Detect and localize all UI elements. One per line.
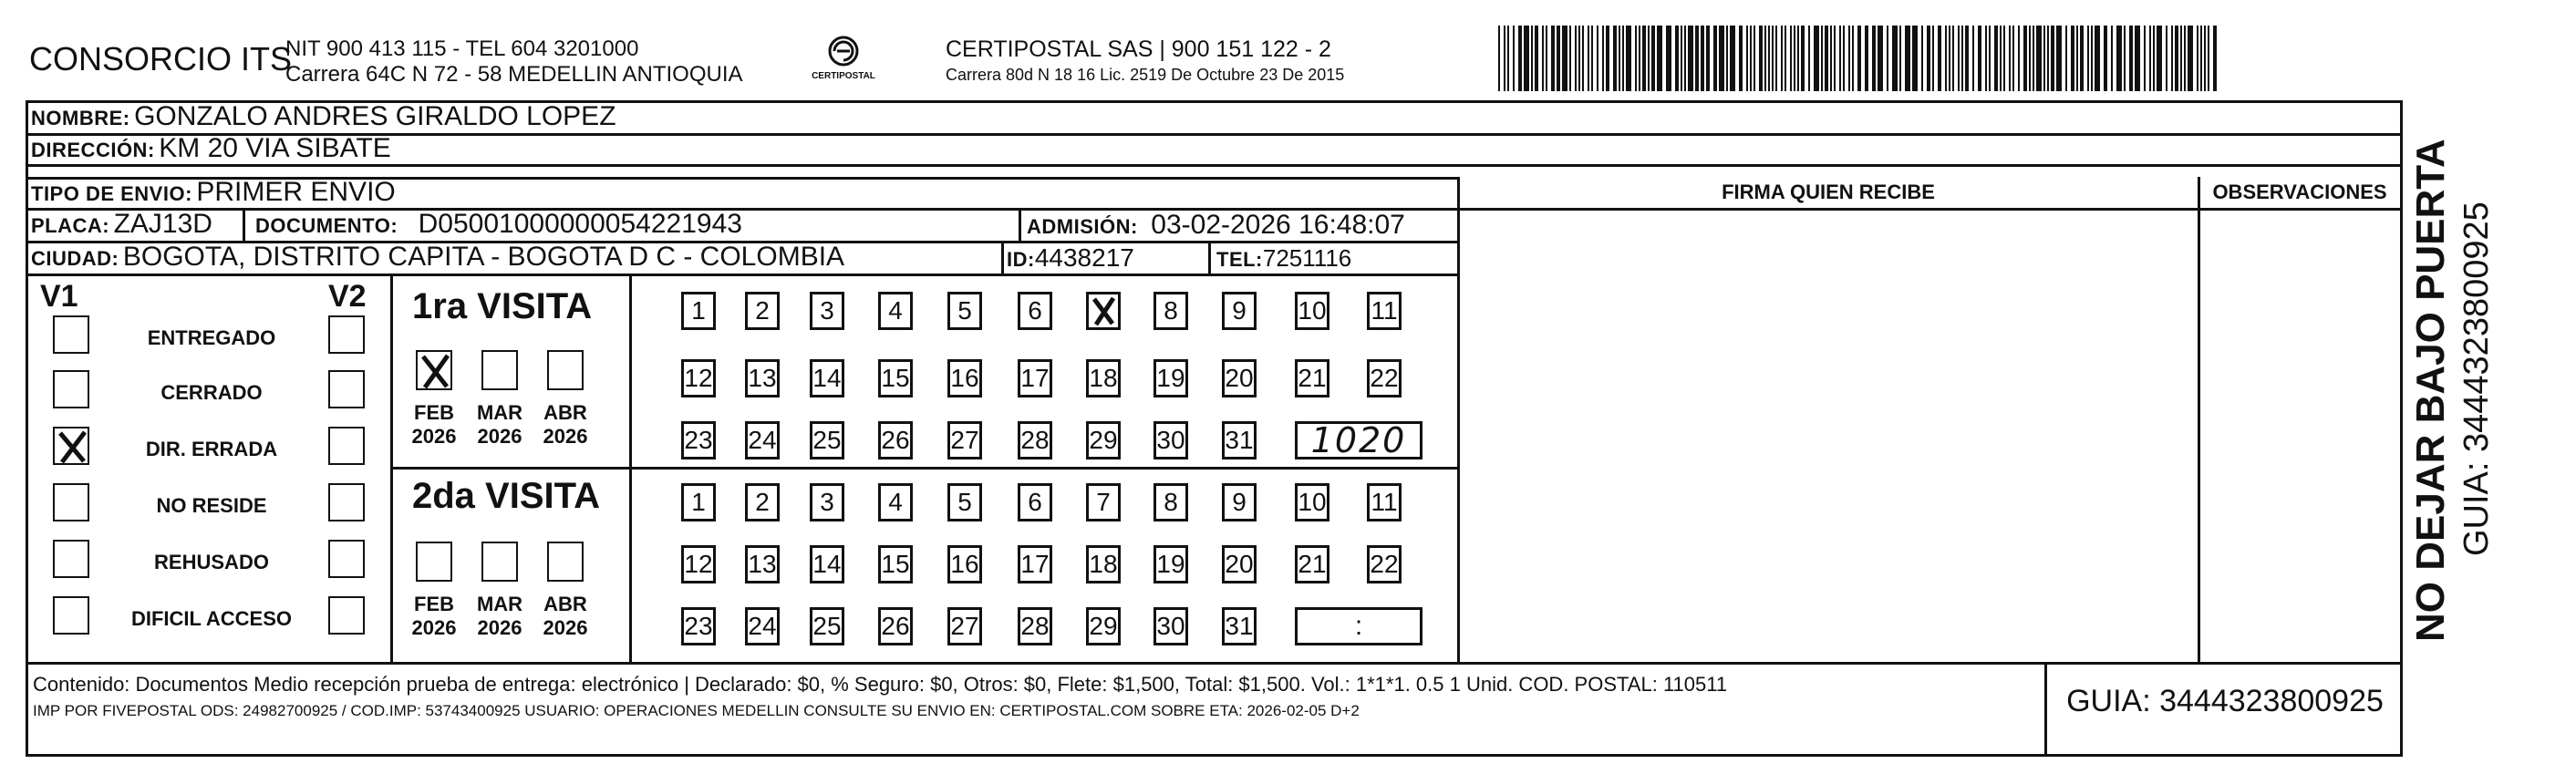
direccion-row — [31, 133, 391, 164]
day-number: 20 — [1225, 364, 1254, 392]
tipo-value: PRIMER ENVIO — [196, 177, 396, 207]
day-number: 27 — [950, 426, 979, 454]
v1-checkbox[interactable] — [53, 427, 89, 465]
day-box[interactable] — [1086, 483, 1121, 521]
day-box[interactable] — [1295, 483, 1329, 521]
day-box[interactable] — [745, 607, 780, 645]
day-number: 19 — [1156, 550, 1185, 578]
day-number: 30 — [1156, 426, 1185, 454]
month-checkbox[interactable] — [416, 350, 452, 390]
month-year: 2026 — [543, 616, 588, 639]
day-box[interactable] — [681, 359, 716, 397]
month-checkbox[interactable] — [481, 542, 518, 582]
month-name: MAR — [476, 401, 523, 424]
day-box[interactable] — [947, 421, 982, 459]
day-number: 17 — [1020, 550, 1050, 578]
month-name: ABR — [543, 593, 587, 615]
tipo-label: TIPO DE ENVIO: — [31, 182, 192, 205]
day-box[interactable] — [1367, 292, 1402, 330]
ciudad-value: BOGOTA, DISTRITO CAPITA - BOGOTA D C - COLOMBIA — [122, 242, 845, 272]
day-number: 3 — [820, 488, 834, 516]
day-box[interactable] — [745, 421, 780, 459]
admision-label: ADMISIÓN: — [1027, 215, 1138, 238]
ciudad-row — [31, 241, 844, 274]
day-number: 4 — [888, 488, 903, 516]
day-number: 11 — [1371, 296, 1398, 325]
day-box[interactable] — [1018, 545, 1052, 583]
ciudad-label: CIUDAD: — [31, 247, 119, 270]
day-number: 19 — [1156, 364, 1185, 392]
day-box[interactable] — [1086, 359, 1121, 397]
day-number: 26 — [881, 426, 910, 454]
day-number: 8 — [1164, 488, 1178, 516]
day-box[interactable] — [1018, 483, 1052, 521]
day-box[interactable] — [810, 292, 844, 330]
company-name: CONSORCIO ITS — [29, 40, 293, 77]
day-box[interactable] — [1222, 359, 1257, 397]
visit1-title: 1ra VISITA — [412, 286, 593, 326]
side-guia: GUIA: 3444323800925 — [2457, 201, 2496, 556]
day-number: 24 — [748, 612, 777, 640]
month-year: 2026 — [411, 425, 457, 448]
placa-value: ZAJ13D — [113, 209, 212, 239]
day-box[interactable] — [1018, 607, 1052, 645]
day-number: 31 — [1225, 612, 1254, 640]
day-box[interactable] — [947, 607, 982, 645]
tel-label: TEL: — [1216, 248, 1263, 271]
id-row — [1007, 241, 1134, 274]
day-box[interactable] — [681, 545, 716, 583]
day-number: 9 — [1232, 488, 1247, 516]
day-number: 9 — [1232, 296, 1247, 325]
barcode — [1498, 26, 2223, 91]
month-name: FEB — [414, 401, 454, 424]
v2-label: V2 — [328, 279, 367, 314]
month-year: 2026 — [543, 425, 588, 448]
status-label: CERRADO — [160, 381, 263, 404]
day-box[interactable] — [1295, 545, 1329, 583]
day-box[interactable] — [1154, 421, 1188, 459]
footer-guia: GUIA: 3444323800925 — [2066, 684, 2384, 718]
tel-row — [1216, 241, 1351, 274]
day-number: 14 — [812, 550, 842, 578]
day-number: 8 — [1164, 296, 1178, 325]
direccion-value: KM 20 VIA SIBATE — [159, 133, 391, 163]
documento-label: DOCUMENTO: — [255, 214, 398, 237]
direccion-label: DIRECCIÓN: — [31, 139, 155, 161]
v2-checkbox[interactable] — [328, 315, 365, 354]
day-box[interactable] — [947, 483, 982, 521]
day-box[interactable] — [745, 359, 780, 397]
day-number: 22 — [1370, 364, 1399, 392]
day-box[interactable] — [878, 483, 913, 521]
day-number: 30 — [1156, 612, 1185, 640]
day-number: 29 — [1089, 426, 1118, 454]
day-number: 13 — [748, 550, 777, 578]
day-number: 31 — [1225, 426, 1254, 454]
month-checkbox[interactable] — [481, 350, 518, 390]
day-number: 4 — [888, 296, 903, 325]
tipo-row — [31, 177, 396, 208]
day-box[interactable] — [1154, 292, 1188, 330]
day-number: 25 — [812, 426, 842, 454]
day-number: 14 — [812, 364, 842, 392]
v2-checkbox[interactable] — [328, 596, 365, 635]
month-name: ABR — [543, 401, 587, 424]
status-label: DIFICIL ACCESO — [130, 607, 292, 630]
day-number: 10 — [1298, 296, 1327, 325]
certipostal-line1: CERTIPOSTAL SAS | 900 151 122 - 2 — [946, 36, 1331, 62]
day-box[interactable] — [878, 359, 913, 397]
day-box[interactable] — [810, 421, 844, 459]
day-box[interactable] — [810, 607, 844, 645]
status-label: NO RESIDE — [156, 494, 267, 517]
day-number: 24 — [748, 426, 777, 454]
day-box[interactable] — [1295, 292, 1329, 330]
side-warning: NO DEJAR BAJO PUERTA — [2408, 139, 2453, 642]
v2-checkbox[interactable] — [328, 540, 365, 578]
day-number: 2 — [755, 296, 770, 325]
certipostal-logo — [807, 33, 880, 88]
day-number: 1 — [691, 488, 706, 516]
day-box[interactable] — [1086, 292, 1121, 330]
v2-checkbox[interactable] — [328, 427, 365, 465]
nombre-value: GONZALO ANDRES GIRALDO LOPEZ — [134, 101, 616, 131]
day-box[interactable] — [947, 359, 982, 397]
day-box[interactable] — [1222, 292, 1257, 330]
day-box[interactable] — [878, 545, 913, 583]
day-number: 28 — [1020, 426, 1050, 454]
day-number: 28 — [1020, 612, 1050, 640]
month-year: 2026 — [411, 616, 457, 639]
company-address: Carrera 64C N 72 - 58 MEDELLIN ANTIOQUIA — [285, 62, 743, 87]
day-box[interactable] — [745, 292, 780, 330]
nombre-label: NOMBRE: — [31, 107, 130, 129]
day-number: 7 — [1096, 488, 1111, 516]
nombre-row — [31, 100, 616, 133]
month-checkbox[interactable] — [416, 542, 452, 582]
day-box[interactable] — [681, 483, 716, 521]
month-name: FEB — [414, 593, 454, 615]
day-box[interactable] — [810, 545, 844, 583]
day-number: 15 — [881, 364, 910, 392]
day-box[interactable] — [878, 607, 913, 645]
day-number: 21 — [1298, 364, 1327, 392]
status-label: REHUSADO — [154, 551, 269, 573]
certipostal-line2: Carrera 80d N 18 16 Lic. 2519 De Octubre 23 De 2015 — [946, 66, 1345, 84]
day-box[interactable] — [1154, 359, 1188, 397]
day-box[interactable] — [1018, 292, 1052, 330]
v1-checkbox[interactable] — [53, 540, 89, 578]
month-checkbox[interactable] — [547, 350, 584, 390]
day-number: 26 — [881, 612, 910, 640]
footer-line1: Contenido: Documentos Medio recepción prueba de entrega: electrónico | Declarado: $0, % Seguro: $0, Otros: $0, Flete: $1,500, Total: $1,500. Vol.: 1*1*1. 0.5 1 Unid. COD. POSTAL: 110511 — [33, 673, 1728, 696]
day-box[interactable] — [1222, 421, 1257, 459]
month-year: 2026 — [477, 425, 522, 448]
day-box[interactable] — [947, 545, 982, 583]
day-box[interactable] — [878, 421, 913, 459]
day-box[interactable] — [878, 292, 913, 330]
documento-value: D05001000000054221943 — [418, 209, 742, 239]
day-box[interactable] — [1018, 421, 1052, 459]
day-number: 23 — [684, 426, 713, 454]
status-label: DIR. ERRADA — [145, 438, 278, 460]
v1-checkbox[interactable] — [53, 315, 89, 354]
day-number: 22 — [1370, 550, 1399, 578]
day-box[interactable] — [947, 292, 982, 330]
company-nit: NIT 900 413 115 - TEL 604 3201000 — [285, 36, 639, 61]
id-value: 4438217 — [1034, 243, 1134, 272]
admision-value: 03-02-2026 16:48:07 — [1151, 210, 1405, 240]
day-box[interactable] — [1154, 607, 1188, 645]
day-number: 2 — [755, 488, 770, 516]
tel-value: 7251116 — [1262, 244, 1352, 272]
v1-label: V1 — [40, 279, 78, 314]
month-checkbox[interactable] — [547, 542, 584, 582]
day-number: 3 — [820, 296, 834, 325]
day-box[interactable] — [681, 607, 716, 645]
day-box[interactable] — [1222, 607, 1257, 645]
day-number: 23 — [684, 612, 713, 640]
documento-row — [255, 208, 742, 241]
v1-checkbox[interactable] — [53, 596, 89, 635]
footer-line2: IMP POR FIVEPOSTAL ODS: 24982700925 / COD.IMP: 53743400925 USUARIO: OPERACIONES MEDELLIN CONSULTE SU ENVIO EN: CERTIPOSTAL.COM SOBRE ETA: 2026-02-05 D+2 — [33, 702, 1360, 719]
v1-checkbox[interactable] — [53, 370, 89, 408]
day-number: 5 — [957, 296, 972, 325]
day-number: 20 — [1225, 550, 1254, 578]
admision-row — [1027, 208, 1405, 241]
logo-text: CERTIPOSTAL — [812, 71, 875, 81]
day-number: 15 — [881, 550, 910, 578]
month-name: MAR — [476, 593, 523, 615]
day-number: 18 — [1089, 364, 1118, 392]
v2-checkbox[interactable] — [328, 483, 365, 521]
day-number: 11 — [1371, 488, 1398, 516]
time-box[interactable]: : — [1295, 607, 1422, 645]
day-box[interactable] — [1295, 359, 1329, 397]
day-box[interactable] — [745, 545, 780, 583]
day-number: 16 — [950, 364, 979, 392]
day-box[interactable] — [810, 359, 844, 397]
day-box[interactable] — [1367, 359, 1402, 397]
observaciones-header: OBSERVACIONES — [2212, 181, 2387, 203]
day-box[interactable] — [1154, 545, 1188, 583]
day-number: 25 — [812, 612, 842, 640]
day-number: 12 — [684, 364, 713, 392]
day-number: 17 — [1020, 364, 1050, 392]
firma-header: FIRMA QUIEN RECIBE — [1722, 181, 1935, 203]
day-number: 18 — [1089, 550, 1118, 578]
day-box[interactable] — [1086, 545, 1121, 583]
time-box[interactable]: 1020 — [1295, 421, 1422, 459]
day-box[interactable] — [1222, 483, 1257, 521]
v2-checkbox[interactable] — [328, 370, 365, 408]
day-number: 6 — [1028, 296, 1042, 325]
day-number: 16 — [950, 550, 979, 578]
month-year: 2026 — [477, 616, 522, 639]
day-box[interactable] — [1086, 421, 1121, 459]
status-label: ENTREGADO — [147, 326, 276, 349]
placa-label: PLACA: — [31, 214, 110, 237]
day-number: 21 — [1298, 550, 1327, 578]
day-box[interactable] — [1018, 359, 1052, 397]
day-box[interactable] — [1086, 607, 1121, 645]
day-number: 6 — [1028, 488, 1042, 516]
day-number: 29 — [1089, 612, 1118, 640]
day-number: 13 — [748, 364, 777, 392]
day-box[interactable] — [810, 483, 844, 521]
v1-checkbox[interactable] — [53, 483, 89, 521]
day-box[interactable] — [1367, 483, 1402, 521]
day-box[interactable] — [1222, 545, 1257, 583]
day-number: 10 — [1298, 488, 1327, 516]
day-number: 5 — [957, 488, 972, 516]
day-box[interactable] — [681, 292, 716, 330]
day-box[interactable] — [1367, 545, 1402, 583]
day-box[interactable] — [745, 483, 780, 521]
placa-row — [31, 208, 212, 241]
id-label: ID: — [1007, 248, 1035, 271]
day-number: 1 — [691, 296, 706, 325]
day-number: 12 — [684, 550, 713, 578]
visit2-title: 2da VISITA — [412, 476, 600, 516]
day-number: 27 — [950, 612, 979, 640]
day-box[interactable] — [681, 421, 716, 459]
day-box[interactable] — [1154, 483, 1188, 521]
